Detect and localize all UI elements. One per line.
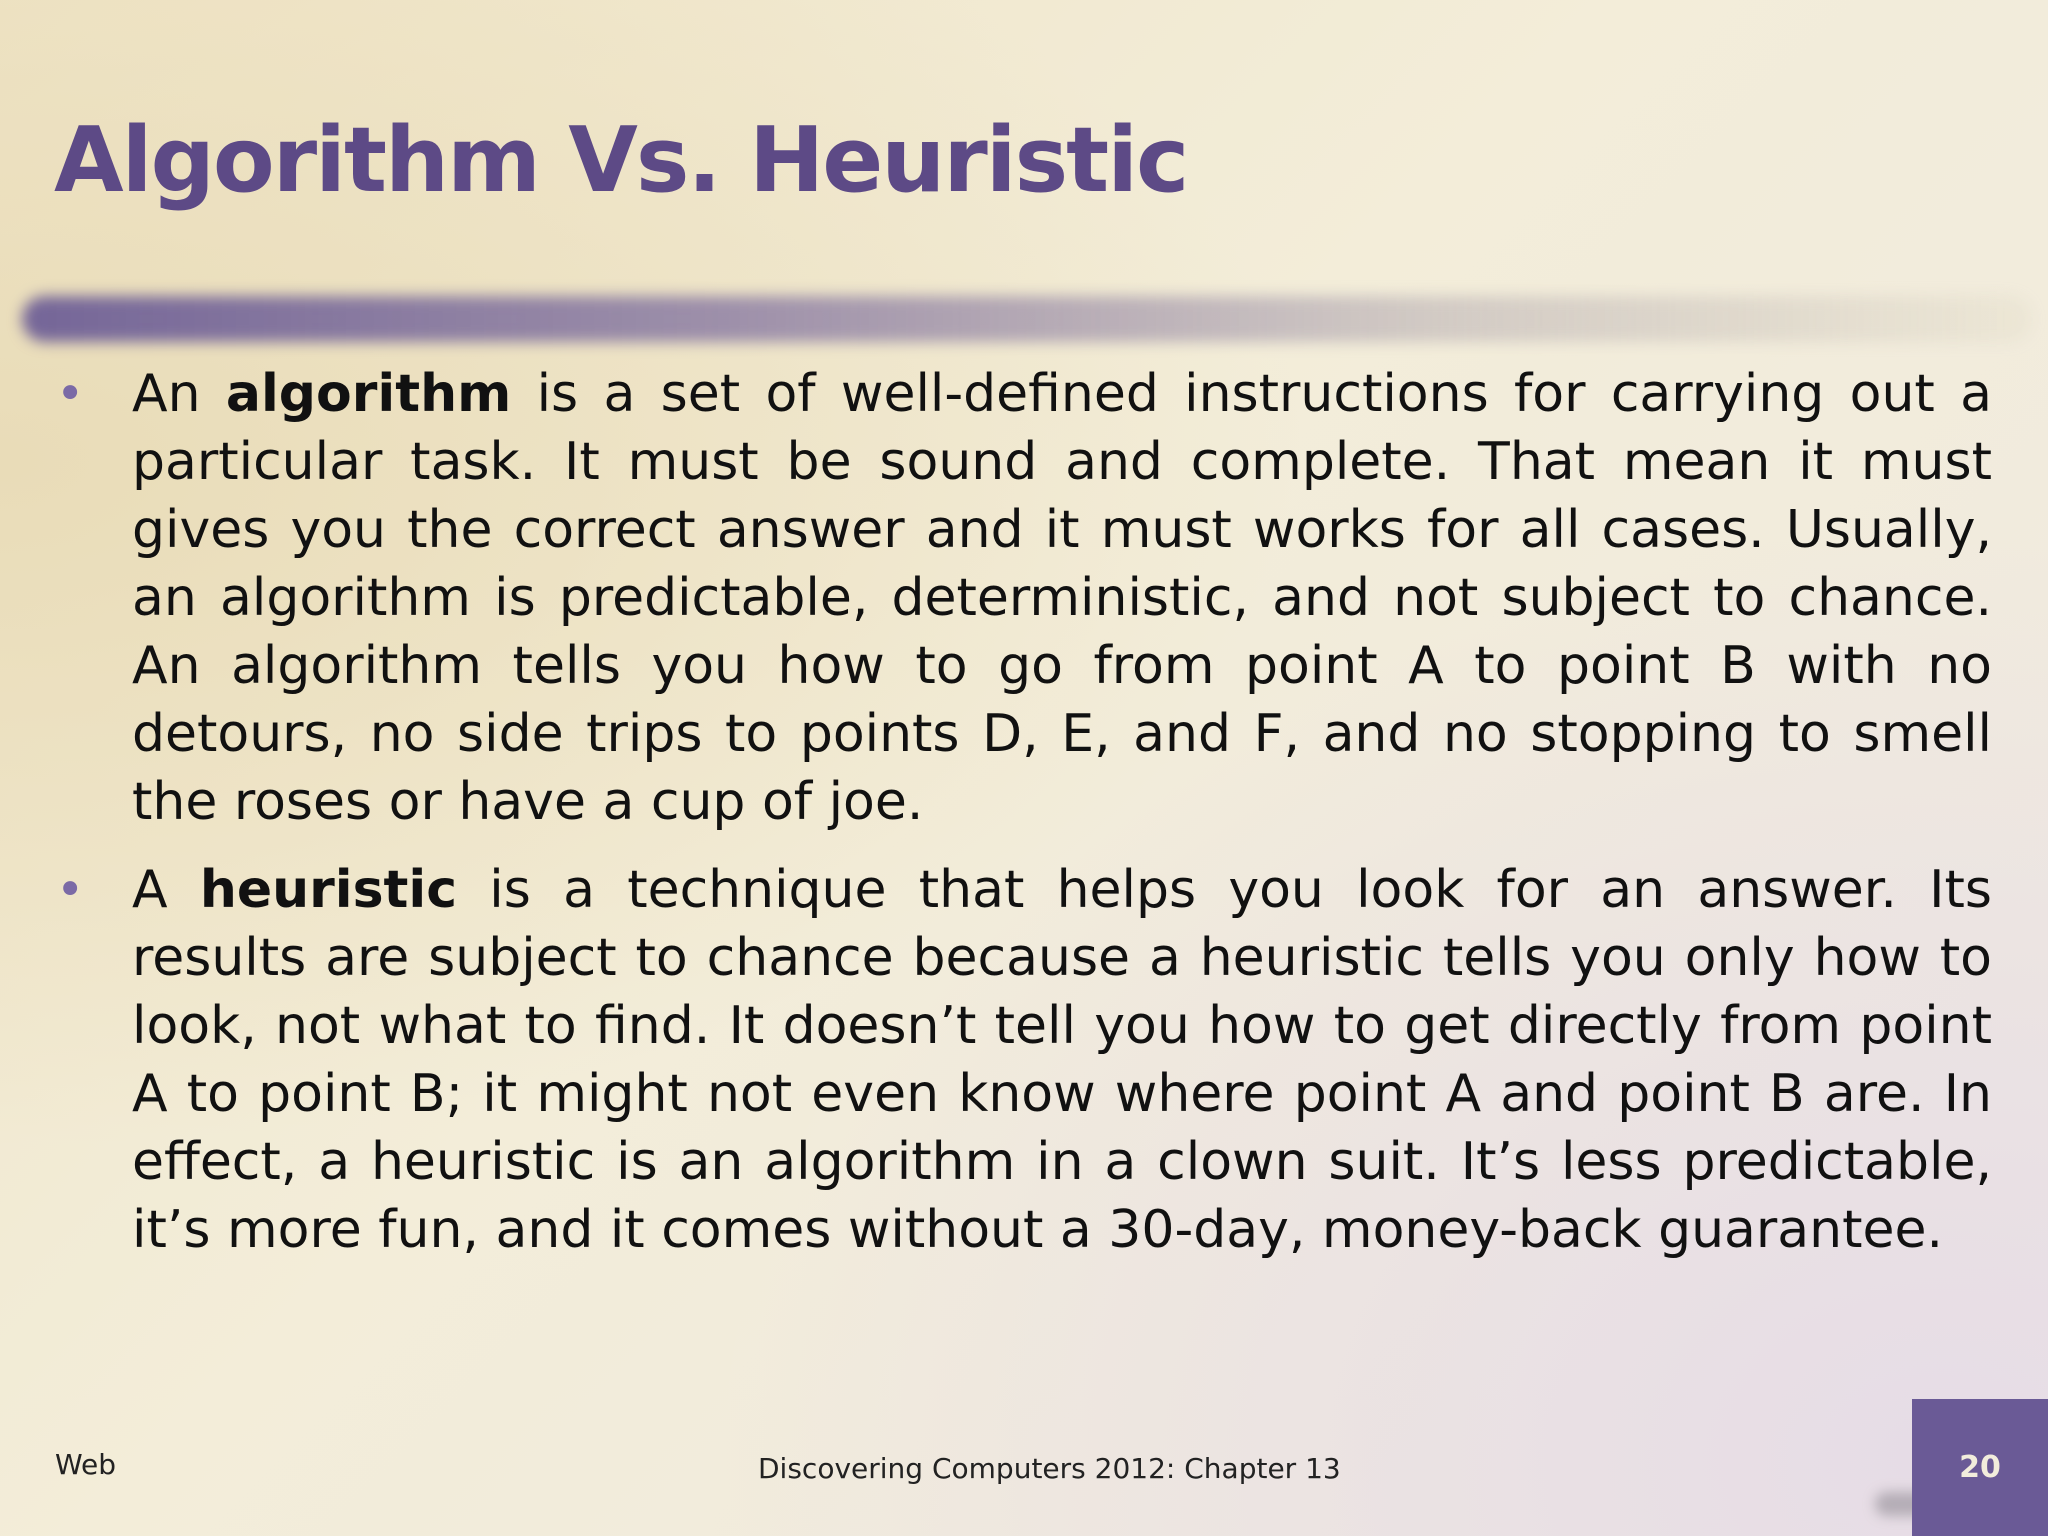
bullet-term: heuristic bbox=[199, 860, 458, 920]
page-number-box bbox=[1912, 1399, 2048, 1536]
footer-center-text: Discovering Computers 2012: Chapter 13 bbox=[758, 1452, 1341, 1485]
bullet-prefix: A bbox=[132, 860, 200, 920]
bullet-dot-icon: • bbox=[56, 366, 85, 422]
bullet-list bbox=[54, 360, 1992, 1284]
title-divider bbox=[22, 296, 2032, 342]
slide-title: Algorithm Vs. Heuristic bbox=[54, 108, 1188, 213]
bullet-dot-icon: • bbox=[56, 862, 85, 918]
bullet-text bbox=[132, 364, 1992, 832]
bullet-body: is a technique that helps you look for an answer. Its results are subject to chance because a heuristic tells you only how to look, not what to find. It doesn’t tell you how to get directly from point A to point B; it might not even know where point A and point B are. In effect, a heuristic is an algorithm in a clown suit. It’s less predictable, it’s more fun, and it comes without a 30-day, money-back guarantee. bbox=[132, 860, 1992, 1260]
bullet-text bbox=[132, 860, 1992, 1260]
footer-left-text: Web bbox=[55, 1448, 117, 1481]
bullet-term: algorithm bbox=[225, 364, 512, 424]
bullet-item-heuristic bbox=[54, 856, 1992, 1264]
bullet-prefix: An bbox=[132, 364, 226, 424]
bullet-item-algorithm bbox=[54, 360, 1992, 836]
bullet-body: is a set of well-defined instructions for carrying out a particular task. It must be sound and complete. That mean it must gives you the correct answer and it must works for all cases. Usually, an algorithm is predictable, deterministic, and not subject to chance. An algorithm tells you how to go from point A to point B with no detours, no side trips to points D, E, and F, and no stopping to smell the roses or have a cup of joe. bbox=[132, 364, 1993, 832]
page-number: 20 bbox=[1959, 1450, 2001, 1485]
